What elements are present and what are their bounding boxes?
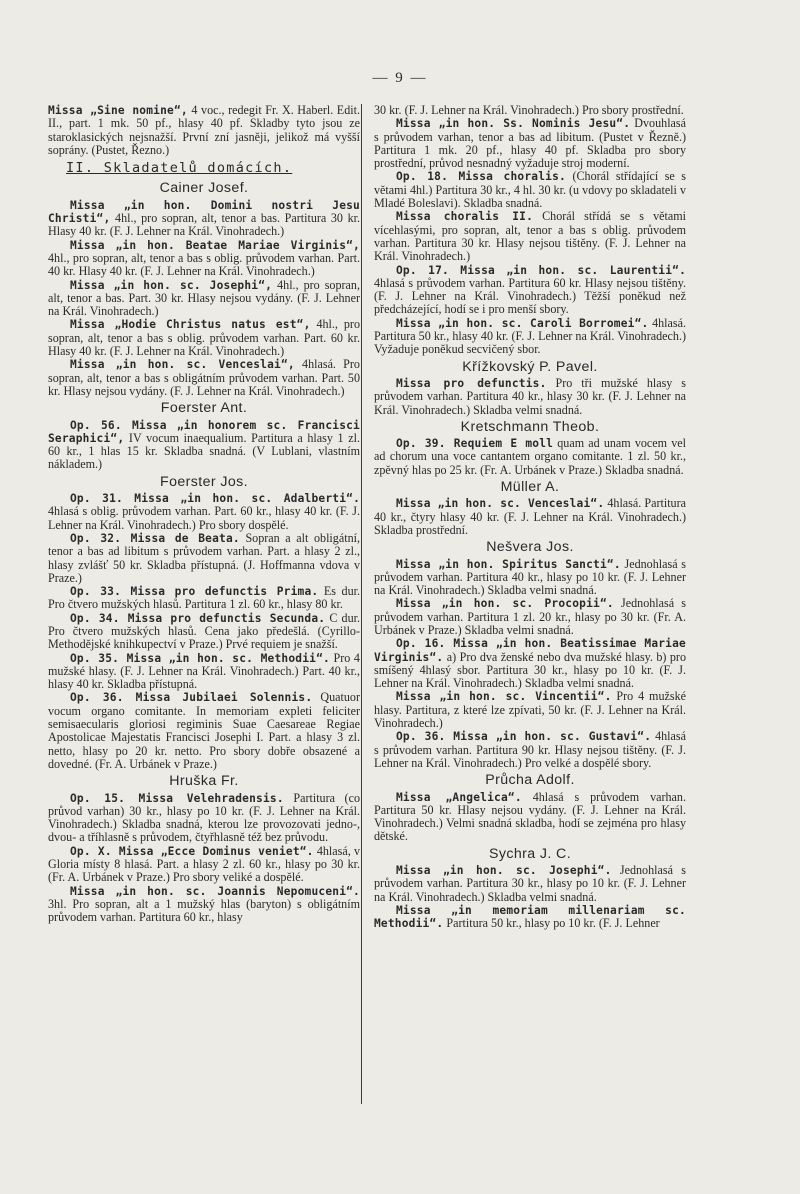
- entry-title: Missa „in hon. sc. Josephi“.: [396, 864, 612, 878]
- entry-text: Jednohlasá s průvodem varhan. Partitura 30 kr., hlasy po 10 kr. (F. J. Lehner na Král. Vinohradech.) Skladba velmi snadná.: [374, 863, 686, 904]
- entry-title: Missa „in hon. sc. Procopii“.: [396, 597, 614, 611]
- entry-title: Op. 39. Requiem E moll: [396, 437, 554, 451]
- entry-text: Jednohlasá s průvodem varhan. Partitura 40 kr., hlasy po 10 kr. (F. J. Lehner na Král. Vinohradech.) Skladba velmi snadná.: [374, 556, 686, 598]
- entry-title: Op. 17. Missa „in hon. sc. Laurentii“.: [396, 263, 686, 277]
- entry-title: Missa „in hon. Domini nostri Jesu Christi“,: [48, 198, 360, 226]
- entry-title: Missa „in hon. sc. Josephi“,: [70, 278, 273, 292]
- entry-title: Op. 16. Missa „in hon. Beatissimae Mariae Virginis“.: [374, 637, 686, 664]
- catalog-entry: [374, 377, 686, 417]
- catalog-entry: [374, 637, 686, 690]
- entry-text: Quatuor vocum organo comitante. In memoriam expleti feliciter semisaecularis gloriosi regiminis Suae Caesareae Regiae Apostolicae Majestatis Francisci Josephi I. Part. a hlasy 3 zl. netto, hlasy po 20 kr. netto. Pro sbory dobře obsazené a dovedné. (Fr. A. Urbánek v Praze.): [48, 690, 360, 771]
- entry-title: Op. X. Missa „Ecce Dominus veniet“.: [70, 844, 314, 858]
- entry-title: Missa „in hon. Spiritus Sancti“.: [396, 557, 621, 571]
- entry-title: Op. 36. Missa „in hon. sc. Gustavi“.: [396, 730, 652, 744]
- right-column: [374, 104, 686, 931]
- entry-title: Missa „in hon. sc. Venceslai“.: [396, 497, 605, 511]
- entry-text: (Chorál střídající se s větami 4hl.) Partitura 30 kr., 4 hl. 30 kr. (u vdovy po skladateli v Mladé Boleslavi). Skladba snadná.: [374, 169, 686, 211]
- composer-heading: Sychra J. C.: [488, 845, 572, 862]
- composer-heading: Nešvera Jos.: [486, 539, 574, 556]
- catalog-entry: [48, 691, 360, 771]
- entry-text: Pro 4 mužské hlasy. (F. J. Lehner na Král. Vinohradech.) Part. 40 kr., hlasy 40 kr. Skladba přístupná.: [48, 650, 360, 692]
- left-column: [48, 104, 360, 925]
- entry-text: C dur. Pro čtvero mužských hlasů. Cena jako předešlá. (Cyrillo-Methodějské knihkupectví v Praze.) Prvé requiem je snažší.: [48, 610, 360, 652]
- composer-heading: Průcha Adolf.: [485, 772, 575, 789]
- entry-title: Missa „in hon. sc. Venceslai“,: [70, 358, 295, 372]
- entry-text: 4hlasá. Partitura 50 kr., hlasy 40 kr. (F. J. Lehner na Král. Vinohradech.) Vyžaduje poněkud secvičený sbor.: [374, 315, 686, 357]
- composer-heading: Cainer Josef.: [159, 180, 249, 197]
- catalog-entry: [374, 690, 686, 730]
- catalog-entry: [374, 117, 686, 170]
- entry-title: Op. 33. Missa pro defunctis Prima.: [70, 585, 319, 599]
- catalog-entry: [48, 279, 360, 319]
- entry-text: Partitura 50 kr., hlasy po 10 kr. (F. J. Lehner: [443, 916, 660, 931]
- entry-title: Missa „in memoriam millenariam sc. Methodii“.: [374, 903, 686, 931]
- catalog-entry: [48, 239, 360, 279]
- entry-title: Missa pro defunctis.: [396, 376, 547, 390]
- entry-title: Op. 32. Missa de Beata.: [70, 531, 240, 545]
- entry-text: Sopran a alt obligátní, tenor a bas ad libitum s průvodem varhan. Part. a hlasy 2 zl., hlasy zvlášť 50 kr. Skladba přístupná. (J. Hoffmanna vdova v Praze.): [48, 530, 360, 585]
- catalog-entry: [48, 199, 360, 239]
- catalog-entry: [374, 437, 686, 477]
- catalog-entry: [374, 170, 686, 210]
- catalog-entry: [48, 585, 360, 612]
- catalog-entry: [374, 264, 686, 317]
- catalog-entry: [48, 104, 360, 157]
- entry-text: 4hlasá. Partitura 40 kr., čtyry hlasy 40 kr. (F. J. Lehner na Král. Vinohradech.) Skladba prostřední.: [374, 496, 686, 537]
- entry-text: 30 kr. (F. J. Lehner na Král. Vinohradech.) Pro sbory prostřední.: [374, 103, 684, 117]
- entry-text: 4hlasá s průvodem varhan. Partitura 50 kr. Hlasy nejsou vydány. (F. J. Lehner na Král. Vinohradech.) Velmi snadná skladba, hodí se zejména pro hlasy dětské.: [374, 789, 686, 844]
- entry-text: a) Pro dva ženské nebo dva mužské hlasy. b) pro smíšený 4hlasý sbor. Partitura 30 kr., hlasy po 10 kr. (F. J. Lehner na Král. Vinohradech.) Skladba velmi snadná.: [374, 649, 686, 691]
- entry-title: Op. 36. Missa Jubilaei Solennis.: [70, 691, 313, 705]
- entry-title: Missa „Angelica“.: [396, 790, 522, 804]
- catalog-entry: [374, 558, 686, 598]
- catalog-entry: [374, 904, 686, 931]
- composer-heading: Kretschmann Theob.: [460, 418, 600, 435]
- entry-title: Missa „in hon. sc. Joannis Nepomuceni“.: [70, 884, 360, 898]
- catalog-entry: [374, 791, 686, 844]
- entry-title: Op. 34. Missa pro defunctis Secunda.: [70, 611, 326, 625]
- catalog-entry: [48, 612, 360, 652]
- entry-title: Missa „Sine nomine“,: [48, 104, 188, 117]
- section-heading: II. Skladatelů domácích.: [66, 160, 293, 177]
- entry-title: Op. 18. Missa choralis.: [396, 170, 566, 184]
- entry-text: 4hlasá s průvodem varhan. Partitura 90 kr. Hlasy nejsou tištěny. (F. J. Lehner na Král. Vinohradech.) Pro velké a dospělé sbory.: [374, 729, 686, 770]
- entry-title: Missa „in hon. Ss. Nominis Jesu“.: [396, 117, 631, 131]
- entry-title: Op. 15. Missa Velehradensis.: [70, 791, 284, 805]
- entry-text: Pro tři mužské hlasy s průvodem varhan. Partitura 40 kr., hlasy 30 kr. (F. J. Lehner na Král. Vinohradech.) Skladba velmi snadná.: [374, 375, 687, 417]
- catalog-entry: [374, 104, 686, 117]
- entry-text: Dvouhlasá s průvodem varhan, tenor a bas ad libitum. (Pustet v Řezně.) Partitura 1 mk. 20 pf., hlasy 40 pf. Skladba pro sbory prostřední, průvod nesnadný vyžaduje stroj moderní.: [374, 116, 686, 171]
- catalog-entry: [48, 652, 360, 692]
- catalog-entry: [48, 792, 360, 845]
- catalog-entry: [48, 419, 360, 472]
- entry-text: Partitura (co průvod varhan) 30 kr., hlasy po 10 kr. (F. J. Lehner na Král. Vinohradech.) Skladba snadná, kterou lze provozovati jedno-, dvou- a tříhlasně s průvodem, čtyřhlasně též bez průvodu.: [48, 790, 360, 845]
- entry-text: 4hl., pro sopran, alt, tenor a bas s oblig. průvodem varhan. Part. 60 kr. Hlasy 40 kr. (F. J. Lehner na Král. Vinohradech.): [48, 317, 361, 359]
- catalog-entry: [374, 730, 686, 770]
- entry-text: 4hlasá s oblig. průvodem varhan. Part. 60 kr., hlasy 40 kr. (F. J. Lehner na Král. Vinohradech.) Pro sbory dospělé.: [48, 504, 360, 532]
- entry-title: Op. 31. Missa „in hon. sc. Adalberti“.: [70, 492, 360, 506]
- entry-text: Chorál střídá se s větami vícehlasými, pro sopran, alt, tenor a bas s oblig. průvodem varhan. Partitura 30 kr. Hlasy nejsou tištěny. (F. J. Lehner na Král. Vinohradech.): [374, 209, 686, 264]
- catalog-entry: [48, 885, 360, 925]
- catalog-entry: [374, 317, 686, 357]
- column-divider: [361, 104, 362, 1104]
- composer-heading: Foerster Ant.: [160, 400, 248, 417]
- entry-text: Es dur. Pro čtvero mužských hlasů. Partitura 1 zl. 60 kr., hlasy 80 kr.: [48, 584, 360, 612]
- entry-title: Missa „Hodie Christus natus est“,: [70, 318, 311, 332]
- catalog-entry: [374, 497, 686, 537]
- composer-heading: Hruška Fr.: [169, 773, 239, 790]
- entry-text: 4hl., pro sopran, alt, tenor a bas. Part. 30 kr. Hlasy nejsou vydány. (F. J. Lehner na Král. Vinohradech.): [48, 277, 360, 319]
- catalog-entry: [48, 845, 360, 885]
- composer-heading: Müller A.: [500, 479, 560, 496]
- entry-text: 4hlasá. Pro sopran, alt, tenor a bas s obligátním průvodem varhan. Part. 50 kr. Hlasy nejsou vydány. (F. J. Lehner na Král. Vinohradech.): [48, 357, 360, 398]
- entry-text: IV vocum inaequalium. Partitura a hlasy 1 zl. 60 kr., 1 hlas 15 kr. Skladba snadná. (V Lublani, vlastním nákladem.): [48, 430, 360, 472]
- catalog-entry: [48, 318, 360, 358]
- entry-text: 4hlasá s průvodem varhan. Partitura 60 kr. Hlasy nejsou tištěny. (F. J. Lehner na Král. Vinohradech.) Těžší poněkud než předcházející, hodí se i pro menší sbory.: [374, 275, 686, 317]
- entry-text: 4 voc., redegit Fr. X. Haberl. Edit. II., part. 1 mk. 50 pf., hlasy 40 pf. Skladby tyto jsou ze staroklasických nejsnažší. První zní jasněji, jelikož má vyšší soprány. (Pustet, Řezno.): [48, 103, 360, 157]
- entry-text: 4hl., pro sopran, alt, tenor a bas. Partitura 30 kr. Hlasy 40 kr. (F. J. Lehner na Král. Vinohradech.): [48, 211, 360, 239]
- entry-text: quam ad unam vocem vel ad chorum una voce cantantem organo comitante. 1 zl. 50 kr., zpěvný hlas po 25 kr. (Fr. A. Urbánek v Praze.) Skladba snadná.: [374, 436, 686, 477]
- entry-text: Pro 4 mužské hlasy. Partitura, z které lze zpívati, 50 kr. (F. J. Lehner na Král. Vinohradech.): [374, 689, 686, 731]
- entry-title: Op. 35. Missa „in hon. sc. Methodii“.: [70, 651, 330, 665]
- catalog-entry: [374, 210, 686, 263]
- entry-text: 3hl. Pro sopran, alt a 1 mužský hlas (baryton) s obligátním průvodem varhan. Partitura 60 kr., hlasy: [48, 896, 360, 925]
- page-number: — 9 —: [372, 70, 428, 86]
- catalog-entry: [48, 358, 360, 398]
- catalog-entry: [48, 532, 360, 585]
- composer-heading: Foerster Jos.: [160, 473, 248, 490]
- entry-text: 4hl., pro sopran, alt, tenor a bas s oblig. průvodem varhan. Part. 40 kr. Hlasy 40 kr. (F. J. Lehner na Král. Vinohradech.): [48, 250, 360, 279]
- entry-text: Jednohlasá s průvodem varhan. Partitura 1 zl. 20 kr., hlasy po 30 kr. (Fr. A. Urbánek v Praze.) Skladba velmi snadná.: [374, 596, 686, 637]
- entry-title: Op. 56. Missa „in honorem sc. Francisci Seraphici“,: [48, 418, 360, 445]
- catalog-entry: [374, 864, 686, 904]
- entry-text: 4hlasá, v Gloria místy 8 hlasá. Part. a hlasy 2 zl. 60 kr., hlasy po 30 kr. (Fr. A. Urbánek v Praze.) Pro sbory veliké a dospělé.: [48, 843, 360, 885]
- entry-title: Missa choralis II.: [396, 210, 533, 224]
- entry-title: Missa „in hon. Beatae Mariae Virginis“,: [70, 238, 360, 252]
- entry-title: Missa „in hon. sc. Caroli Borromei“.: [396, 316, 649, 330]
- composer-heading: Křížkovský P. Pavel.: [462, 358, 598, 375]
- catalog-entry: [374, 597, 686, 637]
- entry-title: Missa „in hon. sc. Vincentii“.: [396, 690, 612, 704]
- catalog-entry: [48, 492, 360, 532]
